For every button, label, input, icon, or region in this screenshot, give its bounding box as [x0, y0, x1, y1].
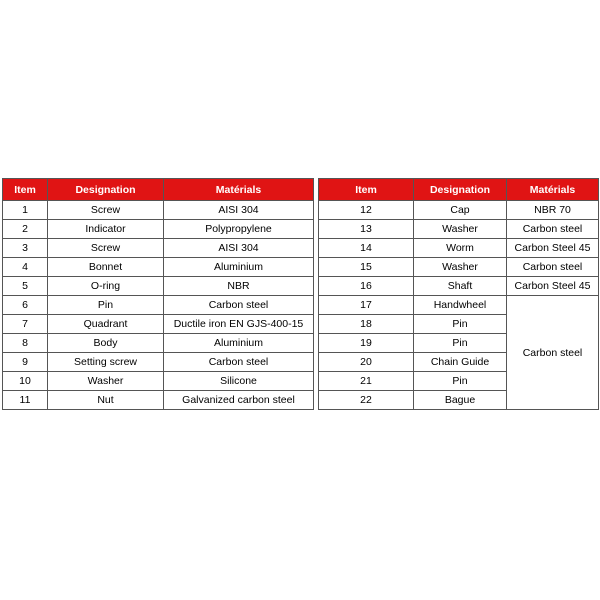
material-cell: Galvanized carbon steel — [164, 391, 314, 410]
designation-cell: Quadrant — [48, 315, 164, 334]
header-designation: Designation — [414, 179, 507, 201]
table-row — [3, 315, 314, 334]
designation-cell: Body — [48, 334, 164, 353]
designation-cell: Setting screw — [48, 353, 164, 372]
table-row — [3, 372, 314, 391]
designation-cell: Handwheel — [414, 296, 507, 315]
designation-cell: Screw — [48, 239, 164, 258]
designation-cell: Screw — [48, 201, 164, 220]
designation-cell: Cap — [414, 201, 507, 220]
material-cell: Carbon Steel 45 — [507, 277, 599, 296]
table-row — [319, 220, 599, 239]
material-cell: Carbon steel — [507, 258, 599, 277]
table-row — [3, 201, 314, 220]
table-row — [3, 258, 314, 277]
item-cell: 17 — [319, 296, 414, 315]
item-cell: 2 — [3, 220, 48, 239]
header-materials: Matérials — [507, 179, 599, 201]
designation-cell: Bague — [414, 391, 507, 410]
table-row — [3, 334, 314, 353]
item-cell: 8 — [3, 334, 48, 353]
table-row — [319, 258, 599, 277]
parts-table-left — [2, 178, 314, 410]
item-cell: 18 — [319, 315, 414, 334]
table-row — [3, 277, 314, 296]
material-cell: Carbon steel — [164, 296, 314, 315]
designation-cell: Worm — [414, 239, 507, 258]
designation-cell: Bonnet — [48, 258, 164, 277]
header-row — [3, 179, 314, 201]
table-row — [319, 201, 599, 220]
item-cell: 9 — [3, 353, 48, 372]
item-cell: 16 — [319, 277, 414, 296]
item-cell: 14 — [319, 239, 414, 258]
material-cell: Carbon steel — [164, 353, 314, 372]
table-row — [3, 353, 314, 372]
material-cell: Aluminium — [164, 258, 314, 277]
parts-table-right — [318, 178, 599, 410]
item-cell: 13 — [319, 220, 414, 239]
item-cell: 22 — [319, 391, 414, 410]
designation-cell: Chain Guide — [414, 353, 507, 372]
item-cell: 6 — [3, 296, 48, 315]
item-cell: 15 — [319, 258, 414, 277]
designation-cell: Nut — [48, 391, 164, 410]
table-row — [319, 277, 599, 296]
designation-cell: Pin — [48, 296, 164, 315]
item-cell: 5 — [3, 277, 48, 296]
material-cell: Silicone — [164, 372, 314, 391]
table-row — [3, 296, 314, 315]
designation-cell: O-ring — [48, 277, 164, 296]
designation-cell: Shaft — [414, 277, 507, 296]
designation-cell: Washer — [48, 372, 164, 391]
item-cell: 1 — [3, 201, 48, 220]
header-materials: Matérials — [164, 179, 314, 201]
item-cell: 20 — [319, 353, 414, 372]
table-row — [3, 391, 314, 410]
designation-cell: Indicator — [48, 220, 164, 239]
item-cell: 11 — [3, 391, 48, 410]
merged-material-cell: Carbon steel — [507, 296, 599, 410]
designation-cell: Pin — [414, 334, 507, 353]
material-cell: AISI 304 — [164, 239, 314, 258]
header-row — [319, 179, 599, 201]
item-cell: 21 — [319, 372, 414, 391]
item-cell: 10 — [3, 372, 48, 391]
material-cell: Ductile iron EN GJS-400-15 — [164, 315, 314, 334]
header-designation: Designation — [48, 179, 164, 201]
header-item: Item — [3, 179, 48, 201]
designation-cell: Washer — [414, 258, 507, 277]
designation-cell: Pin — [414, 372, 507, 391]
material-cell: Aluminium — [164, 334, 314, 353]
designation-cell: Washer — [414, 220, 507, 239]
item-cell: 19 — [319, 334, 414, 353]
material-cell: NBR 70 — [507, 201, 599, 220]
item-cell: 12 — [319, 201, 414, 220]
material-cell: NBR — [164, 277, 314, 296]
material-cell: AISI 304 — [164, 201, 314, 220]
item-cell: 4 — [3, 258, 48, 277]
material-cell: Carbon steel — [507, 220, 599, 239]
header-item: Item — [319, 179, 414, 201]
material-cell: Polypropylene — [164, 220, 314, 239]
item-cell: 3 — [3, 239, 48, 258]
designation-cell: Pin — [414, 315, 507, 334]
item-cell: 7 — [3, 315, 48, 334]
material-cell: Carbon Steel 45 — [507, 239, 599, 258]
table-row — [319, 296, 599, 315]
table-row — [3, 239, 314, 258]
table-row — [319, 239, 599, 258]
table-row — [3, 220, 314, 239]
